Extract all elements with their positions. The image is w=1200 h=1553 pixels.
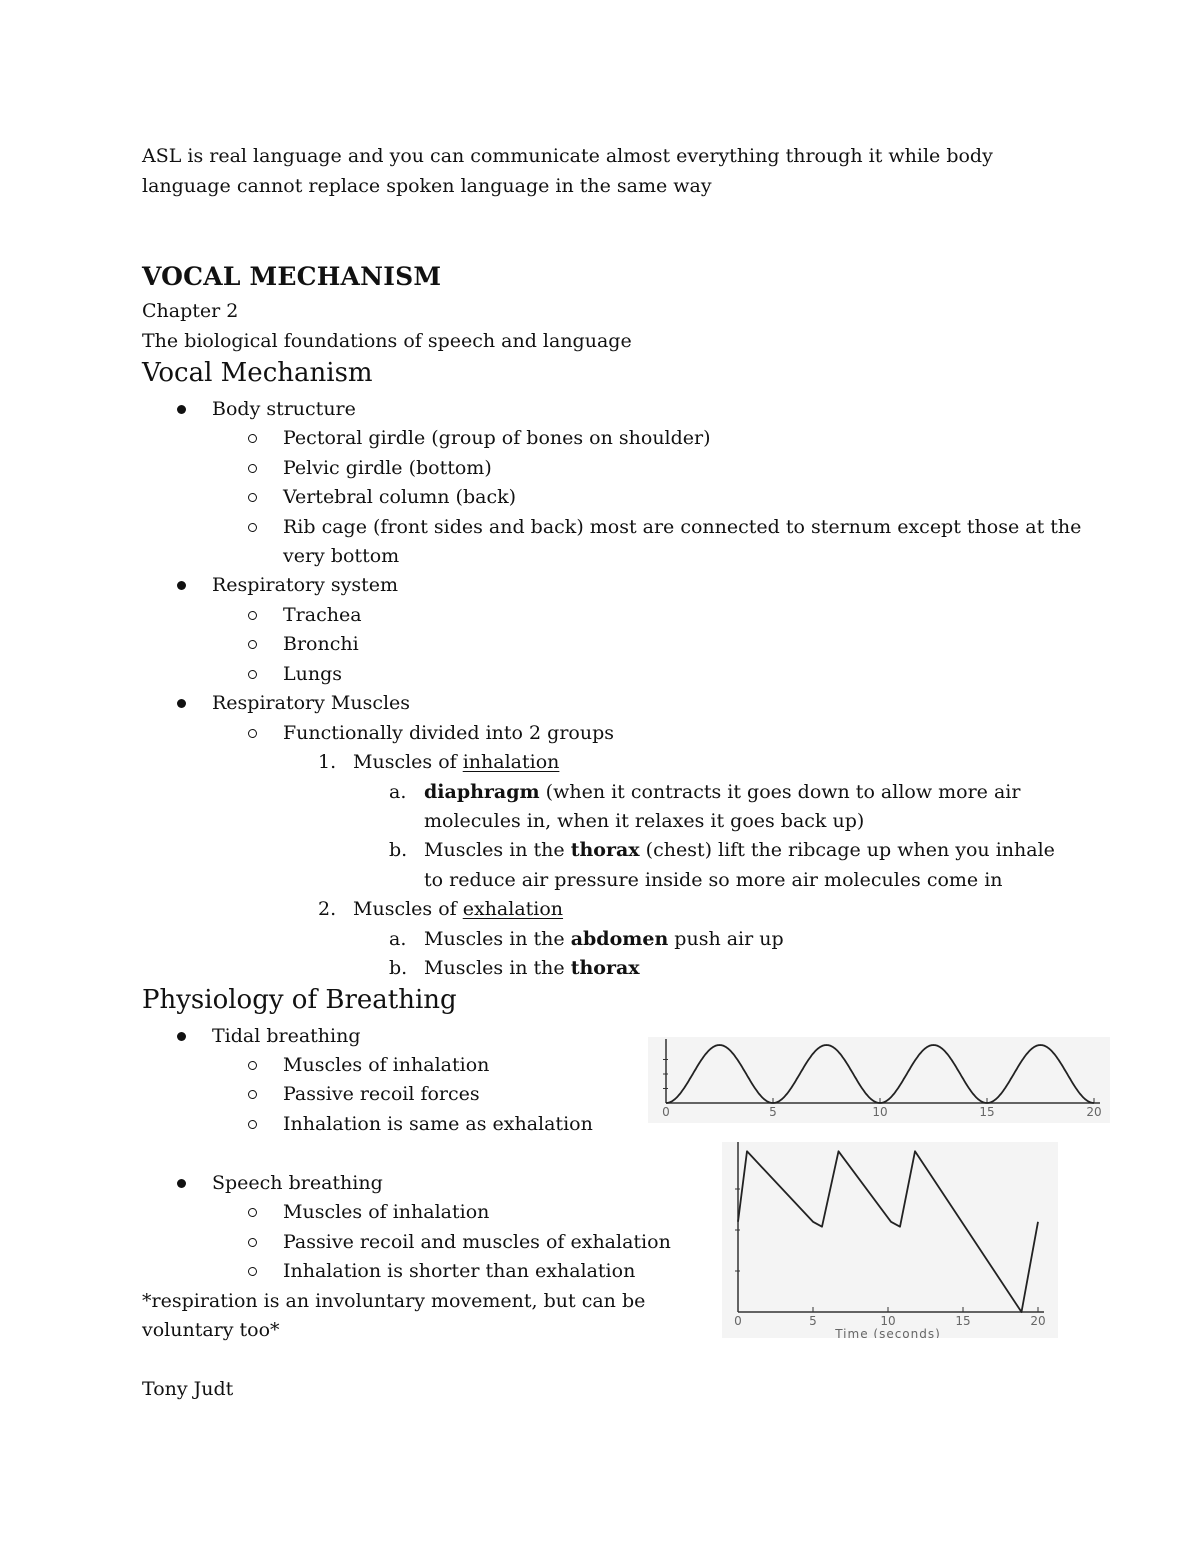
list-item-speech-2: Passive recoil and muscles of exhalation [283,1231,671,1253]
x-tick-label: 10 [872,1105,888,1119]
x-tick-label: 0 [662,1105,670,1119]
tidal-breathing-plot [648,1037,1110,1123]
sub-bullet-icon [248,1090,257,1099]
list-item-respiratory-muscles: Respiratory Muscles [212,692,411,714]
list-item-inhalation: Muscles of inhalation [353,751,560,773]
x-tick-label: 0 [734,1314,742,1328]
list-item-diaphragm-cont: molecules in, when it relaxes it goes back up) [424,810,865,832]
list-item-abdomen: Muscles in the abdomen push air up [424,928,784,950]
intro-line-1: ASL is real language and you can communicate almost everything through it while body [142,145,993,167]
speech-breathing-plot [722,1142,1058,1338]
sub-bullet-icon [248,1120,257,1129]
list-item-speech: Speech breathing [212,1172,383,1194]
sub-bullet-icon [248,1208,257,1217]
x-tick-label: 15 [955,1314,971,1328]
list-letter: b. [389,839,408,861]
sub-bullet-icon [248,1061,257,1070]
sub-bullet-icon [248,523,257,532]
list-letter: a. [389,781,407,803]
list-item-tidal-2: Passive recoil forces [283,1083,480,1105]
intro-line-2: language cannot replace spoken language in the same way [142,175,712,197]
x-axis-label: Time (seconds) [835,1327,941,1338]
sub-bullet-icon [248,1238,257,1247]
list-item-tidal-3: Inhalation is same as exhalation [283,1113,593,1135]
vocal-mechanism-heading: Vocal Mechanism [142,358,373,388]
x-tick-label: 15 [979,1105,995,1119]
note-line-2: voluntary too* [142,1319,280,1341]
list-item-respiratory-system: Respiratory system [212,574,399,596]
x-tick-label: 5 [769,1105,777,1119]
section-title: VOCAL MECHANISM [142,262,442,291]
x-tick-label: 10 [880,1314,896,1328]
bullet-icon [177,581,186,590]
series-line [738,1151,1038,1312]
list-item-bronchi: Bronchi [283,633,359,655]
x-tick-label: 20 [1030,1314,1046,1328]
physiology-heading: Physiology of Breathing [142,985,457,1015]
chapter-label: Chapter 2 [142,300,239,322]
list-number: 2. [318,898,337,920]
sub-bullet-icon [248,611,257,620]
list-item-rib-cage: Rib cage (front sides and back) most are connected to sternum except those at the [283,516,1082,538]
list-item-pectoral: Pectoral girdle (group of bones on shoulder) [283,427,711,449]
sub-bullet-icon [248,729,257,738]
list-item-speech-3: Inhalation is shorter than exhalation [283,1260,636,1282]
list-item-rib-cage-cont: very bottom [283,545,400,567]
bullet-icon [177,699,186,708]
chapter-subtitle: The biological foundations of speech and language [142,330,632,352]
list-item-speech-1: Muscles of inhalation [283,1201,490,1223]
sub-bullet-icon [248,464,257,473]
list-item-body-structure: Body structure [212,398,356,420]
x-tick-label: 20 [1086,1105,1102,1119]
tidal-breathing-chart [648,1037,1110,1123]
bullet-icon [177,405,186,414]
list-item-thorax-cont: to reduce air pressure inside so more air molecules come in [424,869,1003,891]
list-item-vertebral: Vertebral column (back) [283,486,517,508]
series-line [666,1045,1094,1103]
note-line-1: *respiration is an involuntary movement, but can be [142,1290,646,1312]
author-name: Tony Judt [142,1378,234,1400]
list-number: 1. [318,751,337,773]
list-item-trachea: Trachea [283,604,362,626]
list-item-exhalation: Muscles of exhalation [353,898,564,920]
sub-bullet-icon [248,670,257,679]
bullet-icon [177,1032,186,1041]
list-item-lungs: Lungs [283,663,343,685]
list-letter: b. [389,957,408,979]
list-item-pelvic: Pelvic girdle (bottom) [283,457,492,479]
sub-bullet-icon [248,493,257,502]
list-item-tidal-1: Muscles of inhalation [283,1054,490,1076]
list-item-functionally: Functionally divided into 2 groups [283,722,614,744]
list-item-diaphragm: diaphragm (when it contracts it goes down to allow more air [424,781,1021,803]
x-tick-label: 5 [809,1314,817,1328]
sub-bullet-icon [248,434,257,443]
list-item-tidal: Tidal breathing [212,1025,361,1047]
sub-bullet-icon [248,640,257,649]
list-item-thorax-2: Muscles in the thorax [424,957,640,979]
list-letter: a. [389,928,407,950]
bullet-icon [177,1179,186,1188]
list-item-thorax: Muscles in the thorax (chest) lift the ribcage up when you inhale [424,839,1055,861]
speech-breathing-chart [722,1142,1058,1338]
sub-bullet-icon [248,1267,257,1276]
